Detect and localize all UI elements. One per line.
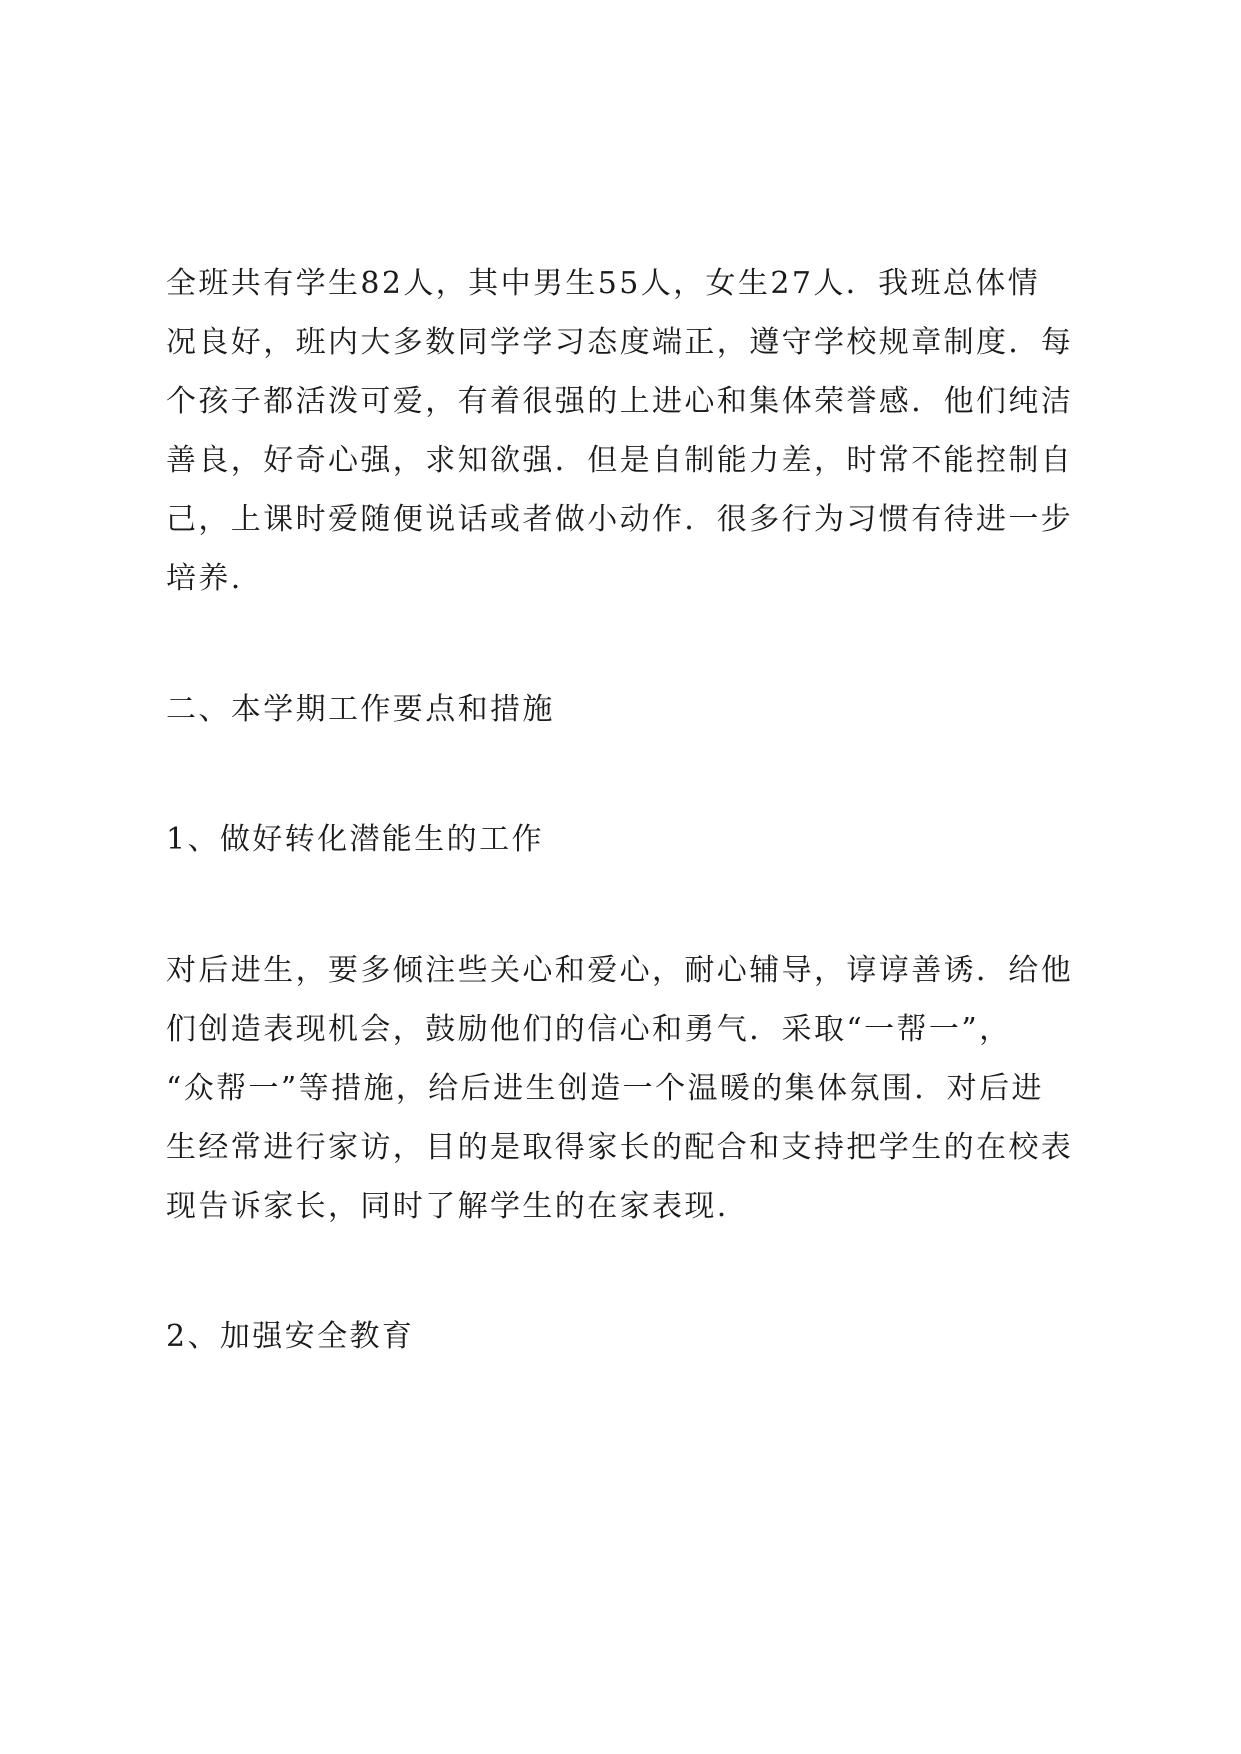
paragraph-line: 己，上课时爱随便说话或者做小动作．很多行为习惯有待进一步 bbox=[166, 502, 1074, 537]
subsection-heading: 2、加强安全教育 bbox=[166, 1319, 415, 1354]
subsection-heading: 1、做好转化潜能生的工作 bbox=[166, 822, 544, 857]
paragraph-line: 全班共有学生82人，其中男生55人，女生27人．我班总体情 bbox=[166, 266, 1041, 301]
paragraph-line: 们创造表现机会，鼓励他们的信心和勇气．采取“一帮一”， bbox=[166, 1012, 1012, 1047]
paragraph-line: 生经常进行家访，目的是取得家长的配合和支持把学生的在校表 bbox=[166, 1130, 1074, 1165]
paragraph-line: 善良，好奇心强，求知欲强．但是自制能力差，时常不能控制自 bbox=[166, 443, 1074, 478]
section-heading: 二、本学期工作要点和措施 bbox=[166, 692, 555, 727]
paragraph-line: 现告诉家长，同时了解学生的在家表现. bbox=[166, 1189, 729, 1224]
paragraph-line: 培养. bbox=[166, 561, 243, 596]
paragraph-line: 个孩子都活泼可爱，有着很强的上进心和集体荣誉感．他们纯洁 bbox=[166, 384, 1074, 419]
paragraph-line: “众帮一”等措施，给后进生创造一个温暖的集体氛围．对后进 bbox=[166, 1071, 1044, 1106]
paragraph-line: 对后进生，要多倾注些关心和爱心，耐心辅导，谆谆善诱．给他 bbox=[166, 953, 1074, 988]
paragraph-line: 况良好，班内大多数同学学习态度端正，遵守学校规章制度．每 bbox=[166, 325, 1074, 360]
